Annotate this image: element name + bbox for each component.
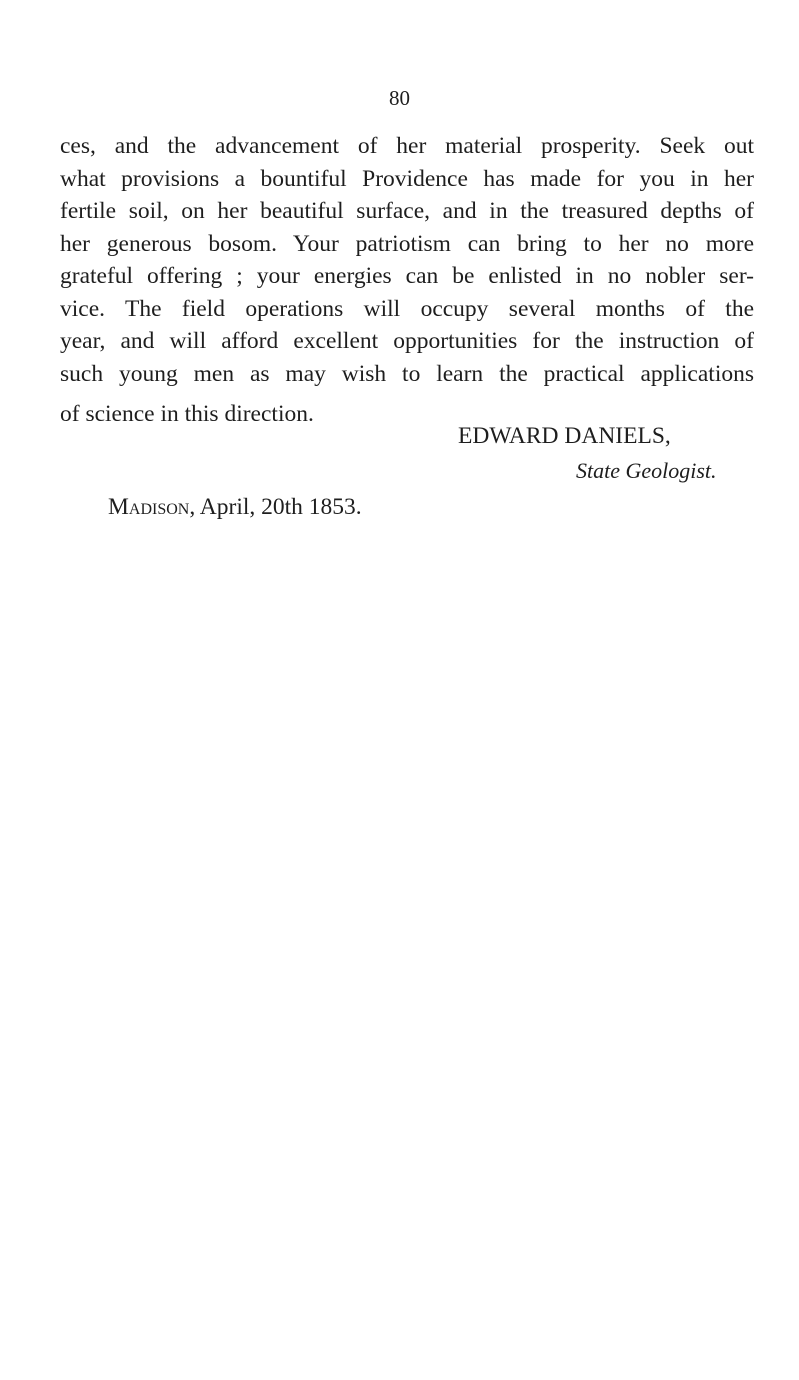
body-line-9: of science in this direction. [60, 401, 314, 427]
body-line-5: grateful offering ; your energies can be enlisted in no nobler ser- [60, 263, 754, 289]
page-number: 80 [389, 86, 410, 110]
body-paragraph [60, 130, 754, 431]
body-line-2: what provisions a bountiful Providence has made for you in her [60, 165, 754, 192]
body-line-3: fertile soil, on her beautiful surface, and in the treasured depths of [60, 198, 754, 224]
body-line-8: such young men as may wish to learn the practical applications [60, 360, 754, 387]
signature-name: EDWARD DANIELS, [458, 423, 671, 449]
dateline-place: Madison [108, 494, 190, 520]
signature-title: State Geologist. [576, 458, 717, 483]
body-line-7: year, and will afford excellent opportunities for the instruction of [60, 328, 754, 354]
body-line-1: ces, and the advancement of her material prosperity. Seek out [60, 133, 754, 159]
dateline [108, 494, 362, 521]
dateline-date: , April, 20th 1853. [189, 494, 362, 520]
body-line-6: vice. The field operations will occupy several months of the [60, 295, 754, 322]
body-line-4: her generous bosom. Your patriotism can bring to her no more [60, 230, 754, 257]
